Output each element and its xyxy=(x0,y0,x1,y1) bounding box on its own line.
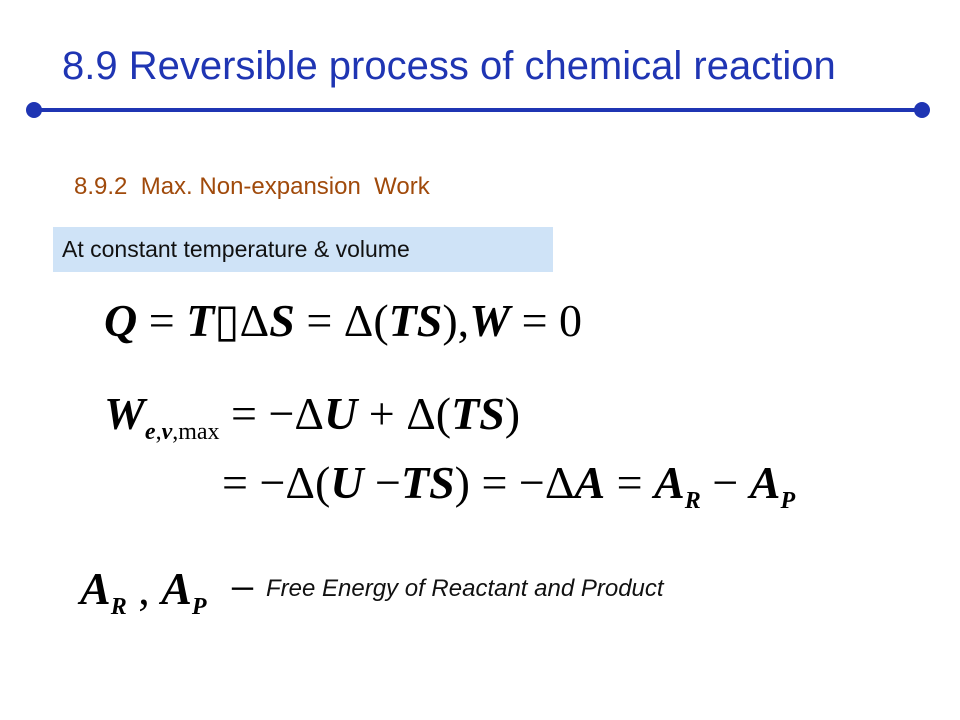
slide-title: 8.9 Reversible process of chemical reaction xyxy=(62,44,836,88)
divider-right-dot xyxy=(914,102,930,118)
condition-box: At constant temperature & volume xyxy=(53,227,553,272)
title-divider xyxy=(34,108,922,112)
equation-legend-symbols: $A_R$ , $A_P$ − xyxy=(80,563,256,620)
divider-left-dot xyxy=(26,102,42,118)
section-subtitle: 8.9.2 Max. Non-expansion Work xyxy=(74,173,430,200)
legend-description: Free Energy of Reactant and Product xyxy=(266,575,664,602)
equation-heat-work: Q = T▯ΔS = Δ(TS),W = 0 xyxy=(104,295,583,346)
equation-max-work: $W_{e,v,max} = -\Delta U + \Delta(TS)$ xyxy=(104,388,521,445)
equation-helmholtz: = $-\Delta(U -TS) = -\Delta A = A_R - A_P$ xyxy=(222,457,796,514)
